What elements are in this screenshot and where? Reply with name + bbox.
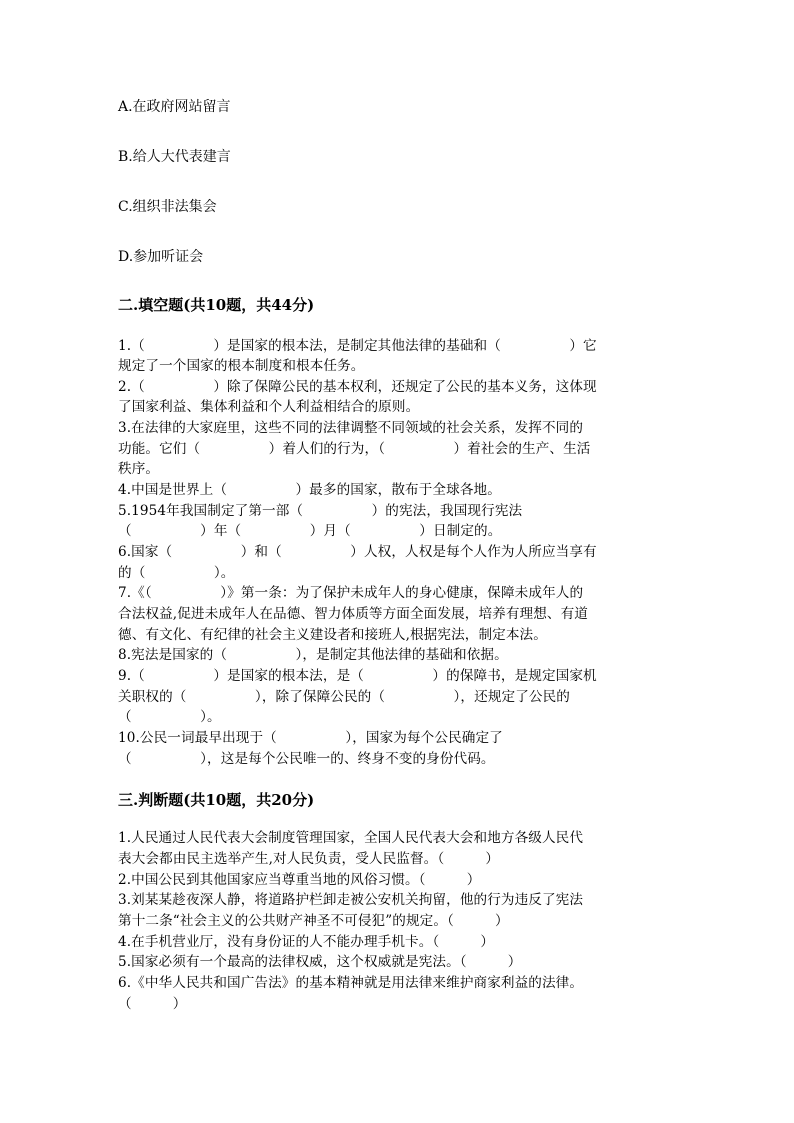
- question-line: 4.在手机营业厅，没有身份证的人不能办理手机卡。（ ）: [118, 934, 495, 950]
- option-d: D.参加听证会: [118, 249, 204, 265]
- question-line: 7.《（ ）》第一条：为了保护未成年人的身心健康，保障未成年人的: [118, 585, 584, 601]
- question-line: 4.中国是世界上（ ）最多的国家，散布于全球各地。: [118, 482, 501, 498]
- question-line: 规定了一个国家的根本制度和根本任务。: [118, 358, 365, 374]
- question-line: 秩序。: [118, 461, 160, 477]
- question-line: 2.（ ）除了保障公民的基本权利，还规定了公民的基本义务，这体现: [118, 379, 597, 395]
- question-line: 1.人民通过人民代表大会制度管理国家，全国人民代表大会和地方各级人民代: [118, 830, 584, 846]
- question-line: 1.（ ）是国家的根本法，是制定其他法律的基础和（ ）它: [118, 338, 597, 354]
- question-line: 5.国家必须有一个最高的法律权威，这个权威就是宪法。（ ）: [118, 954, 522, 970]
- question-line: 表大会都由民主选举产生,对人民负责，受人民监督。（ ）: [118, 851, 500, 867]
- question-line: 3.在法律的大家庭里，这些不同的法律调整不同领域的社会关系，发挥不同的: [118, 420, 584, 436]
- question-line: （ ）。: [118, 709, 221, 725]
- question-line: 9.（ ）是国家的根本法，是（ ）的保障书，是规定国家机: [118, 668, 597, 684]
- question-line: 5.1954年我国制定了第一部（ ）的宪法，我国现行宪法: [118, 503, 523, 519]
- question-line: 10.公民一词最早出现于（ ），国家为每个公民确定了: [118, 730, 503, 746]
- section-heading-fill-blank: 二.填空题(共10题，共44分): [118, 296, 315, 314]
- question-line: 6.国家（ ）和（ ）人权，人权是每个人作为人所应当享有: [118, 544, 597, 560]
- question-line: 了国家利益、集体利益和个人利益相结合的原则。: [118, 399, 420, 415]
- option-b: B.给人大代表建言: [118, 149, 231, 165]
- question-line: 的（ ）。: [118, 565, 235, 581]
- question-line: （ ），这是每个公民唯一的、终身不变的身份代码。: [118, 751, 495, 767]
- question-line: 合法权益,促进未成年人在品德、智力体质等方面全面发展，培养有理想、有道: [118, 606, 589, 622]
- option-a: A.在政府网站留言: [118, 99, 231, 115]
- question-line: 6.《中华人民共和国广告法》的基本精神就是用法律来维护商家利益的法律。: [118, 975, 584, 991]
- question-line: （ ）年（ ）月（ ）日制定的。: [118, 523, 502, 539]
- question-line: 功能。它们（ ）着人们的行为，（ ）着社会的生产、生活: [118, 441, 591, 457]
- question-line: （ ）: [118, 996, 187, 1012]
- question-line: 8.宪法是国家的（ ），是制定其他法律的基础和依据。: [118, 647, 508, 663]
- question-line: 2.中国公民到其他国家应当尊重当地的风俗习惯。（ ）: [118, 872, 481, 888]
- question-line: 第十二条“社会主义的公共财产神圣不可侵犯”的规定。（ ）: [118, 913, 509, 929]
- question-line: 3.刘某某趁夜深人静，将道路护栏卸走被公安机关拘留，他的行为违反了宪法: [118, 892, 584, 908]
- question-line: 德、有文化、有纪律的社会主义建设者和接班人,根据宪法，制定本法。: [118, 627, 547, 643]
- section-heading-true-false: 三.判断题(共10题，共20分): [118, 791, 315, 809]
- question-line: 关职权的（ ），除了保障公民的（ ），还规定了公民的: [118, 689, 570, 705]
- option-c: C.组织非法集会: [118, 199, 217, 215]
